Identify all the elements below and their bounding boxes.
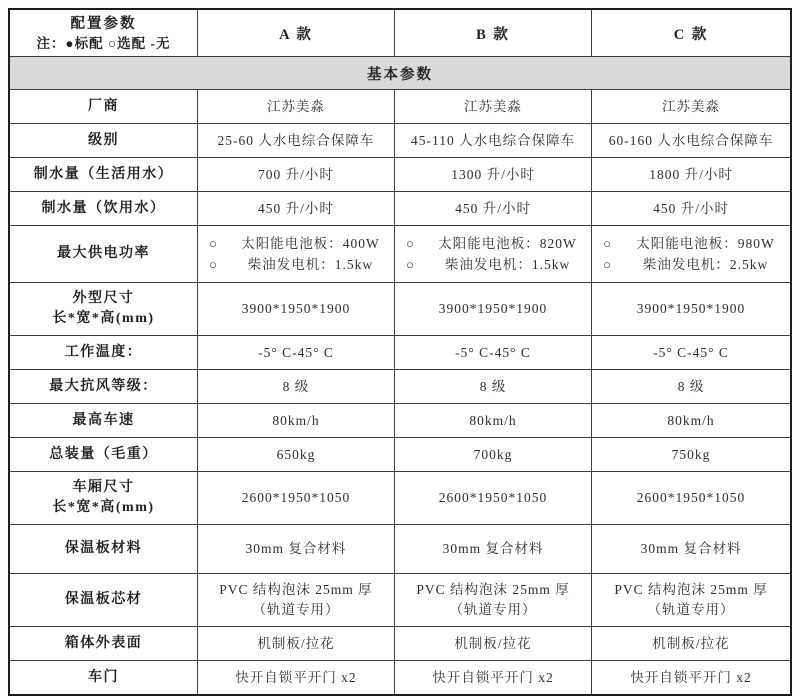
row-value: 2600*1950*1050 <box>592 472 791 525</box>
option-text: 太阳能电池板：820W <box>438 236 577 251</box>
row-label: 制水量（生活用水） <box>9 158 197 192</box>
row-value: PVC 结构泡沫 25mm 厚 （轨道专用） <box>395 574 592 627</box>
row-value: 450 升/小时 <box>395 192 592 226</box>
row-value: 30mm 复合材料 <box>395 525 592 574</box>
header-row <box>9 9 791 57</box>
table-row <box>9 158 791 192</box>
row-value: 机制板/拉花 <box>592 627 791 661</box>
row-value: 80km/h <box>395 404 592 438</box>
table-row <box>9 574 791 627</box>
row-value: 江苏美淼 <box>395 90 592 124</box>
row-label: 保温板芯材 <box>9 574 197 627</box>
row-value: 750kg <box>592 438 791 472</box>
row-value: 30mm 复合材料 <box>197 525 394 574</box>
row-value: 30mm 复合材料 <box>592 525 791 574</box>
table-row <box>9 226 791 283</box>
table-row <box>9 283 791 336</box>
row-label: 制水量（饮用水） <box>9 192 197 226</box>
row-value <box>395 226 592 283</box>
row-label: 厂商 <box>9 90 197 124</box>
option-circle-icon: ○ <box>406 257 415 272</box>
row-value: 650kg <box>197 438 394 472</box>
option-circle-icon: ○ <box>208 236 218 251</box>
row-value: 3900*1950*1900 <box>197 283 394 336</box>
table-row <box>9 370 791 404</box>
column-header-model-c: C 款 <box>592 9 791 57</box>
param-title: 配置参数 <box>70 15 137 32</box>
option-circle-icon: ○ <box>406 236 415 251</box>
row-value: 80km/h <box>197 404 394 438</box>
row-value: 机制板/拉花 <box>395 627 592 661</box>
row-value: 60-160 人水电综合保障车 <box>592 124 791 158</box>
row-value: 江苏美淼 <box>197 90 394 124</box>
option-text: 柴油发电机：1.5kw <box>247 257 374 272</box>
table-row <box>9 404 791 438</box>
table-row <box>9 192 791 226</box>
row-label: 外型尺寸 长*宽*高(mm) <box>9 283 197 336</box>
row-value: 1300 升/小时 <box>395 158 592 192</box>
row-label: 最大抗风等级： <box>9 370 197 404</box>
option-text: 太阳能电池板：980W <box>636 236 775 251</box>
row-value: 1800 升/小时 <box>592 158 791 192</box>
row-value: 快开自锁平开门 x2 <box>395 661 592 696</box>
row-label: 最大供电功率 <box>9 226 197 283</box>
row-value: -5° C-45° C <box>592 336 791 370</box>
param-header-cell <box>9 9 197 57</box>
option-circle-icon: ○ <box>208 257 218 272</box>
section-title: 基本参数 <box>9 57 791 90</box>
row-value: 80km/h <box>592 404 791 438</box>
row-value: 3900*1950*1900 <box>592 283 791 336</box>
param-legend-note: 注：●标配 ○选配 -无 <box>36 35 171 51</box>
row-label: 工作温度： <box>9 336 197 370</box>
row-value: 快开自锁平开门 x2 <box>197 661 394 696</box>
option-circle-icon: ○ <box>603 236 612 251</box>
row-label: 车门 <box>9 661 197 696</box>
table-row <box>9 438 791 472</box>
row-label: 箱体外表面 <box>9 627 197 661</box>
section-header-row <box>9 57 791 90</box>
spec-table <box>8 8 792 696</box>
row-value: 700 升/小时 <box>197 158 394 192</box>
row-label: 最高车速 <box>9 404 197 438</box>
row-label: 级别 <box>9 124 197 158</box>
row-value: 8 级 <box>592 370 791 404</box>
row-value: PVC 结构泡沫 25mm 厚 （轨道专用） <box>592 574 791 627</box>
row-value: -5° C-45° C <box>395 336 592 370</box>
row-value: PVC 结构泡沫 25mm 厚 （轨道专用） <box>197 574 394 627</box>
row-value <box>592 226 791 283</box>
row-value: 机制板/拉花 <box>197 627 394 661</box>
column-header-model-a: A 款 <box>197 9 394 57</box>
row-value: 700kg <box>395 438 592 472</box>
row-label: 保温板材料 <box>9 525 197 574</box>
option-text: 柴油发电机：2.5kw <box>642 257 769 272</box>
row-label: 总装量（毛重） <box>9 438 197 472</box>
table-row <box>9 472 791 525</box>
table-row <box>9 661 791 696</box>
row-value: 8 级 <box>197 370 394 404</box>
option-text: 太阳能电池板：400W <box>241 236 380 251</box>
row-value: 2600*1950*1050 <box>197 472 394 525</box>
row-value: 快开自锁平开门 x2 <box>592 661 791 696</box>
column-header-model-b: B 款 <box>395 9 592 57</box>
row-value: 江苏美淼 <box>592 90 791 124</box>
row-value: -5° C-45° C <box>197 336 394 370</box>
table-row <box>9 336 791 370</box>
option-circle-icon: ○ <box>603 257 612 272</box>
row-value: 25-60 人水电综合保障车 <box>197 124 394 158</box>
row-label: 车厢尺寸 长*宽*高(mm) <box>9 472 197 525</box>
option-text: 柴油发电机：1.5kw <box>444 257 571 272</box>
row-value: 8 级 <box>395 370 592 404</box>
row-value: 3900*1950*1900 <box>395 283 592 336</box>
table-row <box>9 124 791 158</box>
row-value: 45-110 人水电综合保障车 <box>395 124 592 158</box>
row-value: 450 升/小时 <box>197 192 394 226</box>
row-value <box>197 226 394 283</box>
table-row <box>9 627 791 661</box>
row-value: 2600*1950*1050 <box>395 472 592 525</box>
table-row <box>9 525 791 574</box>
row-value: 450 升/小时 <box>592 192 791 226</box>
table-row <box>9 90 791 124</box>
